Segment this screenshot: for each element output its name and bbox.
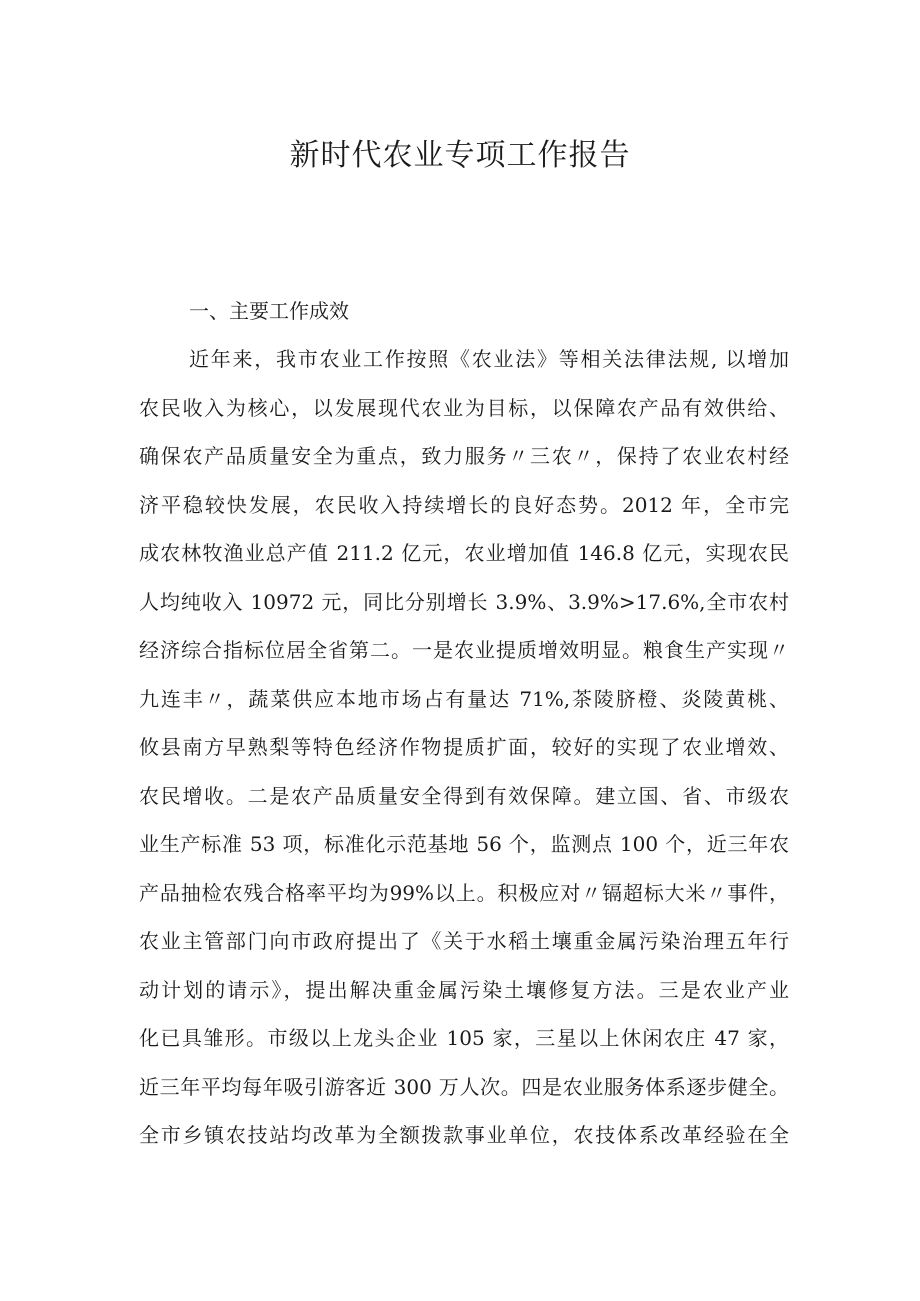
body-line: 经济综合指标位居全省第二。一是农业提质增效明显。粮食生产实现〃 [139,638,789,662]
document-title: 新时代农业专项工作报告 [289,138,631,173]
body-line: 全市乡镇农技站均改革为全额拨款事业单位，农技体系改革经验在全 [139,1123,789,1147]
body-line: 动计划的请示》，提出解决重金属污染土壤修复方法。三是农业产业 [139,978,789,1002]
body-line: 成农林牧渔业总产值 211.2 亿元，农业增加值 146.8 亿元，实现农民 [139,541,789,565]
body-line: 农民增收。二是农产品质量安全得到有效保障。建立国、省、市级农 [139,784,789,808]
body-line: 化已具雏形。市级以上龙头企业 105 家，三星以上休闲农庄 47 家， [139,1026,789,1050]
body-line: 攸县南方早熟梨等特色经济作物提质扩面，较好的实现了农业增效、 [139,735,789,759]
body-line: 产品抽检农残合格率平均为99%以上。积极应对〃镉超标大米〃事件， [139,881,789,905]
body-line: 确保农产品质量安全为重点，致力服务〃三农〃，保持了农业农村经 [139,444,789,468]
section-heading: 一、主要工作成效 [189,299,349,323]
body-line: 近年来，我市农业工作按照《农业法》等相关法律法规, 以增加 [189,347,789,371]
body-line: 农民收入为核心，以发展现代农业为目标，以保障农产品有效供给、 [139,396,789,420]
body-line: 近三年平均每年吸引游客近 300 万人次。四是农业服务体系逐步健全。 [139,1075,789,1099]
body-line: 人均纯收入 10972 元，同比分别增长 3.9%、3.9%>17.6%,全市农村 [139,590,789,614]
body-line: 济平稳较快发展，农民收入持续增长的良好态势。2012 年，全市完 [139,493,789,517]
body-line: 九连丰〃，蔬菜供应本地市场占有量达 71%,茶陵脐橙、炎陵黄桃、 [139,687,789,711]
body-line: 业生产标准 53 项，标准化示范基地 56 个，监测点 100 个，近三年农 [139,832,789,856]
body-line: 农业主管部门向市政府提出了《关于水稻土壤重金属污染治理五年行 [139,929,789,953]
